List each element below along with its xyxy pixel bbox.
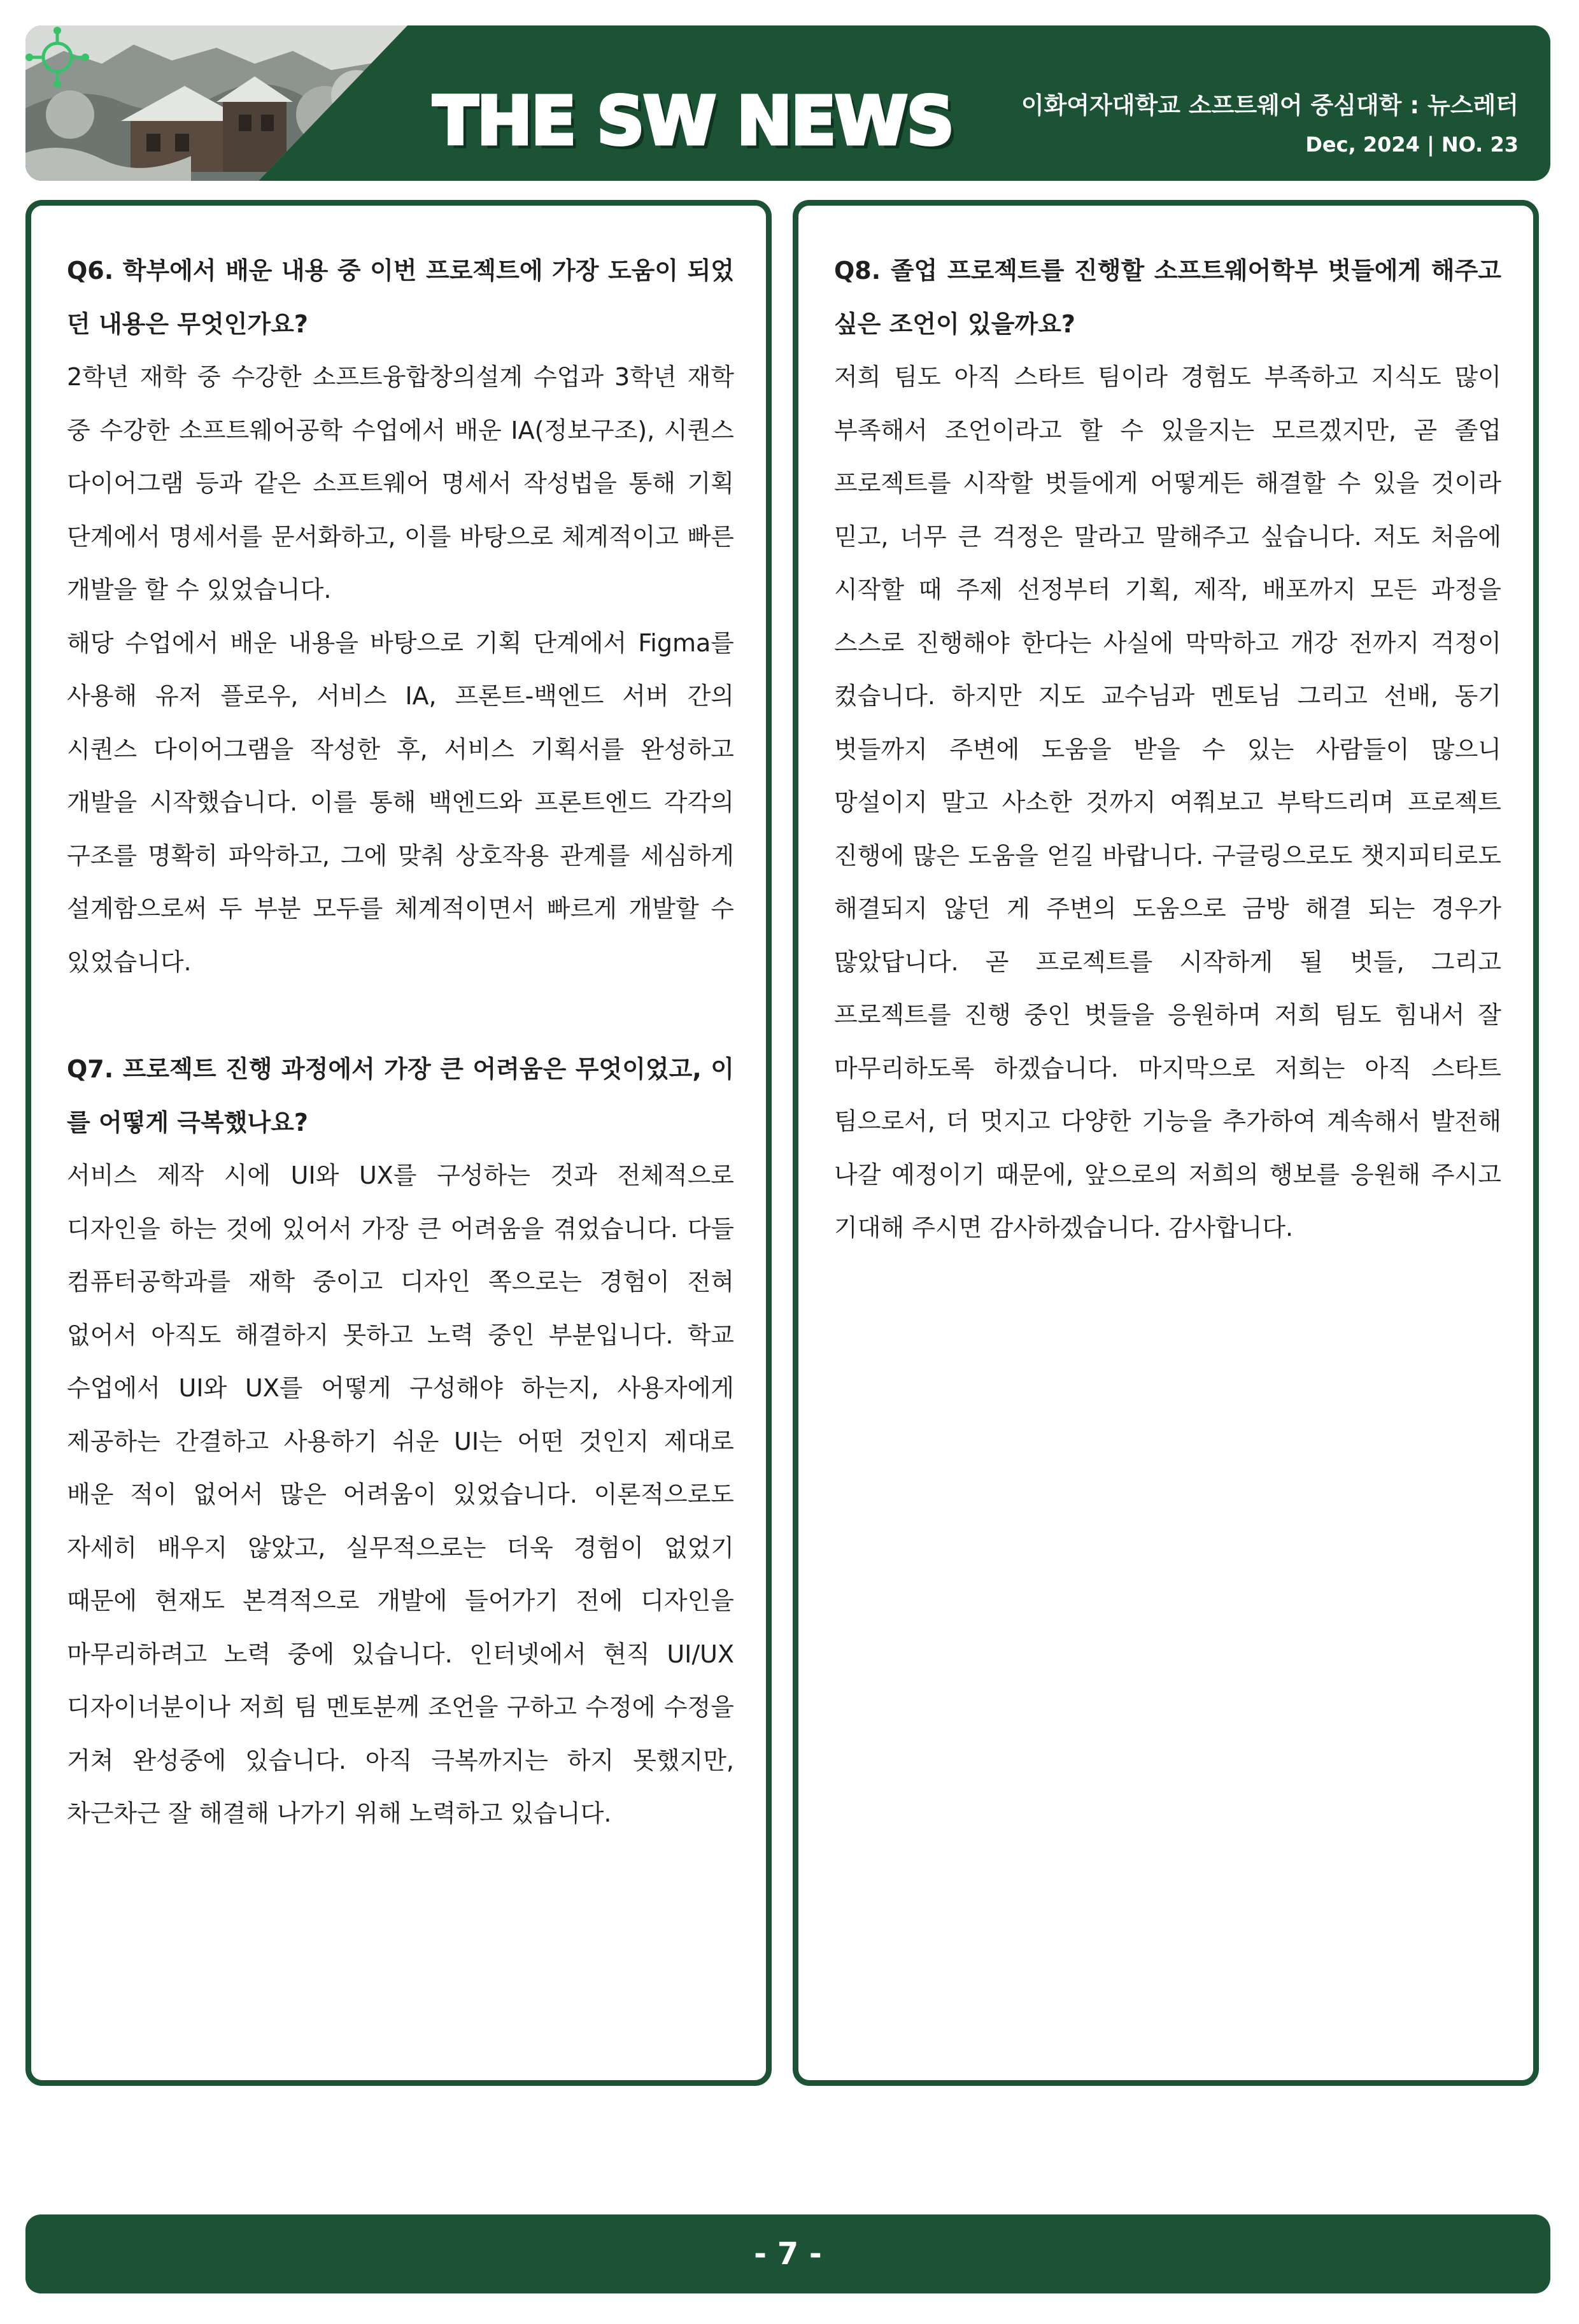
newsletter-header [25, 25, 1550, 181]
question-q6: Q6. 학부에서 배운 내용 중 이번 프로젝트에 가장 도움이 되었던 내용은 무엇인가요? [67, 257, 734, 338]
circuit-logo-icon [25, 25, 89, 89]
spacer [67, 989, 734, 1042]
left-column [25, 200, 772, 2086]
answer-q7: 서비스 제작 시에 UI와 UX를 구성하는 것과 전체적으로 디자인을 하는 것에 있어서 가장 큰 어려움을 겪었습니다. 다들 컴퓨터공학과를 재학 중이고 디자인 쪽으로는 경험이 전혀 없어서 아직도 해결하지 못하고 노력 중인 부분입니다. 학교 수업에서 UI와 UX를 어떻게 구성해야 하는지, 사용자에게 제공하는 간결하고 사용하기 쉬운 UI는 어떤 것인지 제대로 배운 적이 없어서 많은 어려움이 있었습니다. 이론적으로도 자세히 배우지 않았고, 실무적으로는 더욱 경험이 없었기 때문에 현재도 본격적으로 개발에 들어가기 전에 디자인을 마무리하려고 노력 중에 있습니다. 인터넷에서 현직 UI/UX 디자이너분이나 저희 팀 멘토분께 조언을 구하고 수정에 수정을 거쳐 완성중에 있습니다. 아직 극복까지는 하지 못했지만, 차근차근 잘 해결해 나가기 위해 노력하고 있습니다. [67, 1161, 734, 1827]
question-q7: Q7. 프로젝트 진행 과정에서 가장 큰 어려움은 무엇이었고, 이를 어떻게 극복했나요? [67, 1055, 734, 1137]
masthead-title: THE SW NEWS [433, 82, 953, 160]
page-footer [25, 2214, 1550, 2293]
page-number: - 7 - [754, 2236, 822, 2272]
answer-q8: 저희 팀도 아직 스타트 팀이라 경험도 부족하고 지식도 많이 부족해서 조언이라고 할 수 있을지는 모르겠지만, 곧 졸업 프로젝트를 시작할 벗들에게 어떻게든 해결할 수 있을 것이라 믿고, 너무 큰 걱정은 말라고 말해주고 싶습니다. 저도 처음에 시작할 때 주제 선정부터 기획, 제작, 배포까지 모든 과정을 스스로 진행해야 한다는 사실에 막막하고 개강 전까지 걱정이 컸습니다. 하지만 지도 교수님과 멘토님 그리고 선배, 동기 벗들까지 주변에 도움을 받을 수 있는 사람들이 많으니 망설이지 말고 사소한 것까지 여쭤보고 부탁드리며 프로젝트 진행에 많은 도움을 얻길 바랍니다. 구글링으로도 챗지피티로도 해결되지 않던 게 주변의 도움으로 금방 해결 되는 경우가 많았답니다. 곧 프로젝트를 시작하게 될 벗들, 그리고 프로젝트를 진행 중인 벗들을 응원하며 저희 팀도 힘내서 잘 마무리하도록 하겠습니다. 마지막으로 저희는 아직 스타트 팀으로서, 더 멋지고 다양한 기능을 추가하여 계속해서 발전해 나갈 예정이기 때문에, 앞으로의 저희의 행보를 응원해 주시고 기대해 주시면 감사하겠습니다. 감사합니다. [834, 363, 1501, 1242]
header-photo [25, 25, 407, 181]
header-info [1021, 92, 1519, 157]
answer-q6-paragraph-1: 2학년 재학 중 수강한 소프트융합창의설계 수업과 3학년 재학 중 수강한 소프트웨어공학 수업에서 배운 IA(정보구조), 시퀀스 다이어그램 등과 같은 소프트웨어 명세서 작성법을 통해 기획 단계에서 명세서를 문서화하고, 이를 바탕으로 체계적이고 빠른 개발을 할 수 있었습니다. [67, 363, 734, 604]
right-column [793, 200, 1539, 2086]
newsletter-subtitle: 이화여자대학교 소프트웨어 중심대학 : 뉴스레터 [1021, 92, 1519, 119]
issue-date: Dec, 2024 | NO. 23 [1305, 132, 1519, 157]
question-q8: Q8. 졸업 프로젝트를 진행할 소프트웨어학부 벗들에게 해주고 싶은 조언이 있을까요? [834, 257, 1501, 338]
answer-q6-paragraph-2: 해당 수업에서 배운 내용을 바탕으로 기획 단계에서 Figma를 사용해 유저 플로우, 서비스 IA, 프론트-백엔드 서버 간의 시퀀스 다이어그램을 작성한 후, 서비스 기획서를 완성하고 개발을 시작했습니다. 이를 통해 백엔드와 프론트엔드 각각의 구조를 명확히 파악하고, 그에 맞춰 상호작용 관계를 세심하게 설계함으로써 두 부분 모두를 체계적이면서 빠르게 개발할 수 있었습니다. [67, 628, 734, 976]
